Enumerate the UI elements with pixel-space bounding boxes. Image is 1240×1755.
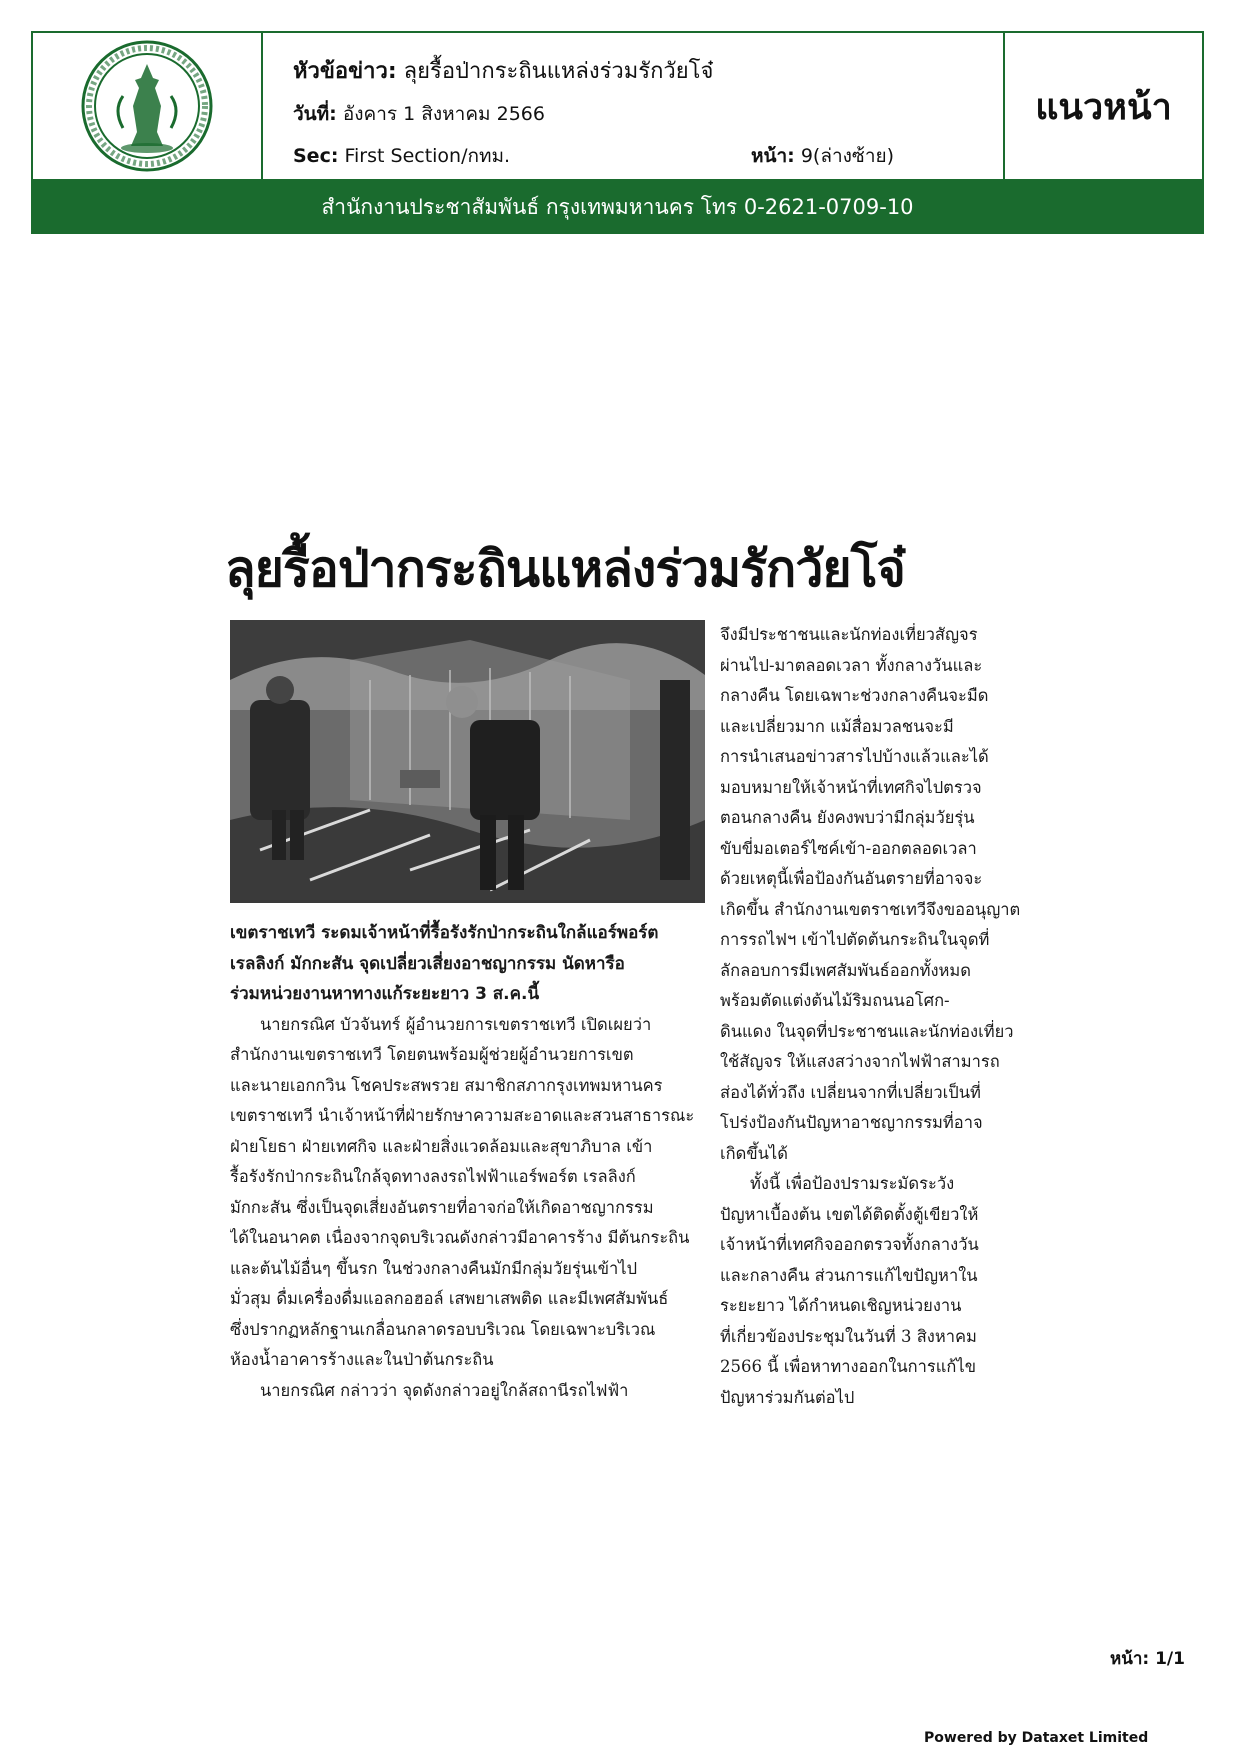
lead-line: เขตราชเทวี ระดมเจ้าหน้าที่รื้อรังรักป่ากระถินใกล้แอร์พอร์ต <box>230 923 659 943</box>
logo-cell <box>33 33 263 179</box>
body-line: กลางคืน โดยเฉพาะช่วงกลางคืนจะมืด <box>720 686 989 705</box>
body-line: เกิดขึ้น สำนักงานเขตราชเทวีจึงขออนุญาต <box>720 899 1021 919</box>
section-row <box>293 141 510 171</box>
body-line: พร้อมตัดแต่งต้นไม้ริมถนนอโศก- <box>720 991 950 1010</box>
page-counter: หน้า: 1/1 <box>1110 1649 1185 1669</box>
office-line: สำนักงานประชาสัมพันธ์ กรุงเทพมหานคร โทร 0-2621-0709-10 <box>321 195 914 219</box>
lead-line: ร่วมหน่วยงานหาทางแก้ระยะยาว 3 ส.ค.นี้ <box>230 984 540 1004</box>
body-line: 2566 นี้ เพื่อหาทางออกในการแก้ไข <box>720 1357 976 1376</box>
section-value: First Section/กทม. <box>344 145 511 167</box>
body-line: ปัญหาร่วมกันต่อไป <box>720 1387 855 1407</box>
body-line: การนำเสนอข่าวสารไปบ้างแล้วและได้ <box>720 747 989 766</box>
article-left-column <box>230 918 705 1406</box>
body-line: นายกรณิศ บัวจันทร์ ผู้อำนวยการเขตราชเทวี เปิดเผยว่า <box>260 1014 652 1034</box>
body-line: ระยะยาว ได้กำหนดเชิญหน่วยงาน <box>720 1296 962 1315</box>
body-line: นายกรณิศ กล่าวว่า จุดดังกล่าวอยู่ใกล้สถานีรถไฟฟ้า <box>260 1380 629 1400</box>
category-cell <box>1003 33 1202 179</box>
article-right-column <box>720 620 1036 1413</box>
clipping-header <box>31 31 1204 181</box>
news-photo <box>230 620 705 903</box>
bangkok-seal-icon <box>77 36 217 176</box>
body-line: เจ้าหน้าที่เทศกิจออกตรวจทั้งกลางวัน <box>720 1235 979 1254</box>
body-line: ซึ่งปรากฏหลักฐานเกลื่อนกลาดรอบบริเวณ โดยเฉพาะบริเวณ <box>230 1319 656 1339</box>
news-photo-image <box>230 620 705 903</box>
body-line: ผ่านไป-มาตลอดเวลา ทั้งกลางวันและ <box>720 655 983 675</box>
body-line: ทั้งนี้ เพื่อป้องปรามระมัดระวัง <box>750 1174 955 1193</box>
date-label: วันที่: <box>293 103 337 125</box>
title-value: ลุยรื้อป่ากระถินแหล่งร่วมรักวัยโจ๋ <box>403 59 714 84</box>
body-line: ห้องน้ำอาคารร้างและในป่าต้นกระถิน <box>230 1350 494 1369</box>
page-value: 9(ล่างซ้าย) <box>800 145 895 167</box>
clipping-info <box>263 33 1003 179</box>
body-line: ขับขี่มอเตอร์ไซค์เข้า-ออกตลอดเวลา <box>720 838 977 858</box>
body-line: ลักลอบการมีเพศสัมพันธ์ออกทั้งหมด <box>720 960 971 980</box>
body-line: ฝ่ายโยธา ฝ่ายเทศกิจ และฝ่ายสิ่งแวดล้อมและสุขาภิบาล เข้า <box>230 1136 653 1156</box>
body-line: และเปลี่ยวมาก แม้สื่อมวลชนจะมี <box>720 716 954 736</box>
body-line: เกิดขึ้นได้ <box>720 1143 788 1163</box>
body-line: มักกะสัน ซึ่งเป็นจุดเสี่ยงอันตรายที่อาจก่อให้เกิดอาชญากรรม <box>230 1197 654 1217</box>
body-line: และกลางคืน ส่วนการแก้ไขปัญหาใน <box>720 1265 978 1285</box>
body-line: จึงมีประชาชนและนักท่องเที่ยวสัญจร <box>720 625 978 644</box>
body-line: ที่เกี่ยวข้องประชุมในวันที่ 3 สิงหาคม <box>720 1326 977 1346</box>
body-line: สำนักงานเขตราชเทวี โดยตนพร้อมผู้ช่วยผู้อำนวยการเขต <box>230 1045 634 1064</box>
office-bar <box>31 181 1204 234</box>
section-label: Sec: <box>293 145 339 167</box>
body-line: การรถไฟฯ เข้าไปตัดต้นกระถินในจุดที่ <box>720 930 990 949</box>
title-row <box>293 53 713 88</box>
body-line: มอบหมายให้เจ้าหน้าที่เทศกิจไปตรวจ <box>720 777 982 797</box>
page-label: หน้า: <box>751 145 795 167</box>
body-line: รื้อรังรักป่ากระถินใกล้จุดทางลงรถไฟฟ้าแอร์พอร์ต เรลลิงก์ <box>230 1167 636 1186</box>
title-label: หัวข้อข่าว: <box>293 59 397 84</box>
body-line: และต้นไม้อื่นๆ ขึ้นรก ในช่วงกลางคืนมักมีกลุ่มวัยรุ่นเข้าไป <box>230 1258 638 1278</box>
body-line: เขตราชเทวี นำเจ้าหน้าที่ฝ่ายรักษาความสะอาดและสวนสาธารณะ <box>230 1106 695 1125</box>
body-line: มั่วสุม ดื่มเครื่องดื่มแอลกอฮอล์ เสพยาเสพติด และมีเพศสัมพันธ์ <box>230 1289 669 1308</box>
body-line: ใช้สัญจร ให้แสงสว่างจากไฟฟ้าสามารถ <box>720 1052 1000 1071</box>
newspaper-name: แนวหน้า <box>1035 86 1172 128</box>
lead-line: เรลลิงก์ มักกะสัน จุดเปลี่ยวเสี่ยงอาชญากรรม นัดหารือ <box>230 953 625 974</box>
body-line: ดินแดง ในจุดที่ประชาชนและนักท่องเที่ยว <box>720 1021 1014 1041</box>
powered-by: Powered by Dataxet Limited <box>924 1730 1149 1746</box>
body-line: ปัญหาเบื้องต้น เขตได้ติดตั้งตู้เขียวให้ <box>720 1204 979 1224</box>
body-line: ตอนกลางคืน ยังคงพบว่ามีกลุ่มวัยรุ่น <box>720 808 975 827</box>
date-row <box>293 99 545 129</box>
body-line: โปร่งป้องกันปัญหาอาชญากรรมที่อาจ <box>720 1113 983 1132</box>
date-value: อังคาร 1 สิงหาคม 2566 <box>342 103 545 125</box>
article-headline: ลุยรื้อป่ากระถินแหล่งร่วมรักวัยโจ๋ <box>225 540 905 598</box>
article-lead <box>230 918 705 1010</box>
body-line: ด้วยเหตุนี้เพื่อป้องกันอันตรายที่อาจจะ <box>720 869 983 888</box>
page-row <box>751 141 894 171</box>
body-line: และนายเอกกวิน โชคประสพรวย สมาชิกสภากรุงเทพมหานคร <box>230 1075 663 1095</box>
body-line: ได้ในอนาคต เนื่องจากจุดบริเวณดังกล่าวมีอาคารร้าง มีต้นกระถิน <box>230 1228 690 1247</box>
body-line: ส่องได้ทั่วถึง เปลี่ยนจากที่เปลี่ยวเป็นที่ <box>720 1082 981 1102</box>
